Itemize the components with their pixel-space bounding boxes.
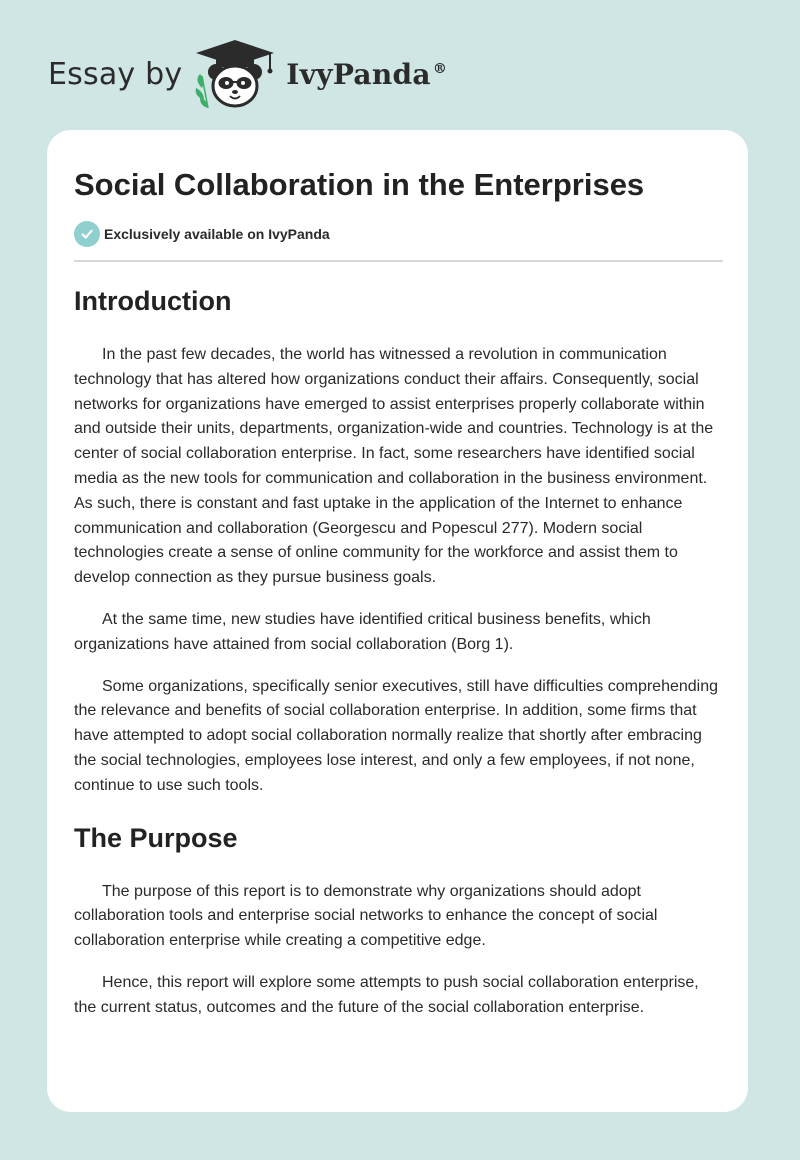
section-heading-introduction: Introduction xyxy=(74,286,232,316)
checkmark-icon xyxy=(74,221,100,247)
essay-by-label: Essay by xyxy=(48,56,183,92)
page-title: Social Collaboration in the Enterprises xyxy=(74,167,645,202)
site-header xyxy=(48,36,447,112)
section-heading-purpose: The Purpose xyxy=(74,822,238,853)
divider xyxy=(74,260,723,262)
essay-card xyxy=(47,130,748,1112)
exclusive-badge xyxy=(74,221,722,247)
paragraph: Hence, this report will explore some attempts to push social collaboration enterprise, the current status, outcomes and the future of the social collaboration enterprise. xyxy=(74,973,699,1016)
paragraph: In the past few decades, the world has witnessed a revolution in communication technology that has altered how organizations conduct their affairs. Consequently, social networks for organizations have emerged to assist enterprises properly collaborate within and outside their units, departments, organization-wide and countries. Technology is at the center of social collaboration enterprise. In fact, some researchers have identified social media as the new tools for communication and collaboration in the business environment. As such, there is constant and fast uptake in the application of the Internet to enhance communication and collaboration (Georgescu and Popescul 277). Modern social technologies create a sense of online community for the workforce and assist them to develop connection as they pursue business goals. xyxy=(74,346,714,587)
registered-mark: ® xyxy=(432,61,448,78)
graduation-panda-icon[interactable] xyxy=(190,36,280,112)
paragraph: The purpose of this report is to demonstrate why organizations should adopt collaboration tools and enterprise social networks to enhance the concept of social collaboration enterprise while creating a competitive edge. xyxy=(74,882,658,950)
badge-label: Exclusively available on IvyPanda xyxy=(104,226,330,242)
brand-name[interactable]: IvyPanda ® xyxy=(286,57,448,91)
paragraph: Some organizations, specifically senior executives, still have difficulties comprehending the relevance and benefits of social collaboration enterprise. In addition, some firms that have attempted to adopt social collaboration normally realize that shortly after embracing the social technologies, employees lose interest, and only a few employees, if not none, continue to use such tools. xyxy=(74,677,719,794)
paragraph: At the same time, new studies have identified critical business benefits, which organizations have attained from social collaboration (Borg 1). xyxy=(74,610,651,653)
